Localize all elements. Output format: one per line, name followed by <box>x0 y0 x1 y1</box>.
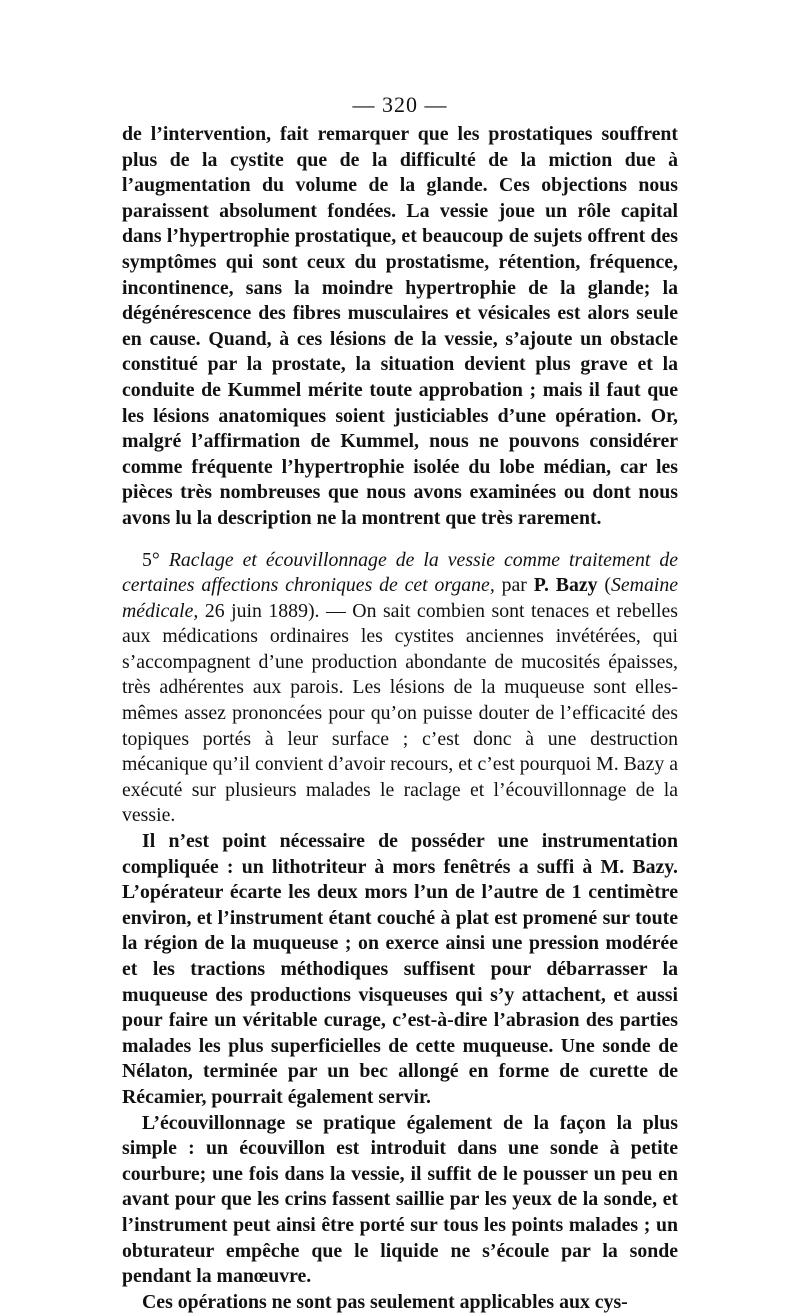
section-title: Raclage et écouvillonnage de la vessie comme traitement de certaines affections chroniques de cet organe, <box>122 548 678 597</box>
page-number: — 320 — <box>352 92 448 117</box>
paragraph-ecouvillonnage: L’écouvillonnage se pratique également de la façon la plus simple : un écouvillon est introduit dans une sonde à petite courbure; une fois dans la vessie, il suffit de le pousser un peu en avant pour que les crins fassent saillie par les yeux de la sonde, et l’instrument peut ainsi être porté sur tous les points malades ; un obturateur empêche que le liquide ne s’écoule par la sonde pendant la manœuvre. <box>122 1111 678 1288</box>
paragraph-instrumentation: Il n’est point nécessaire de posséder une instrumentation compliquée : un lithotriteur à mors fenêtrés a suffi à M. Bazy. L’opérateur écarte les deux mors l’un de l’autre de 1 centimètre environ, et l’instrument étant couché à plat est promené sur toute la région de la muqueuse ; on exerce ainsi une pression modérée et les tractions méthodiques suffisent pour débarrasser la muqueuse des productions visqueuses qui s’y attachent, et aussi pour faire un véritable curage, c’est-à-dire l’abrasion des parties malades les plus superficielles de cette muqueuse. Une sonde de Nélaton, terminée par un bec allongé en forme de curette de Récamier, pourrait également servir. <box>122 830 678 1108</box>
author-name: P. Bazy <box>533 574 598 597</box>
paragraph-final: Ces opérations ne sont pas seulement applicables aux cys- <box>142 1290 628 1313</box>
body-text <box>122 122 678 1315</box>
section-number: 5° <box>142 548 160 571</box>
source-title: Semaine médicale, <box>122 574 678 622</box>
source-open: ( <box>604 574 611 597</box>
section-text: — On sait combien sont tenaces et rebelles aux médications ordinaires les cystites anciennes invétérées, qui s’accompagnent d’une production abondante de mucosités épaisses, très adhérentes aux parois. Les lésions de la muqueuse sont elles-mêmes assez prononcées pour qu’on puisse douter de l’efficacité des topiques portés à leur surface ; c’est donc à une destruction mécanique qu’il convient d’avoir recours, et c’est pourquoi M. Bazy a exécuté sur plusieurs malades le raclage et l’écouvillonnage de la vessie. <box>122 599 678 827</box>
author-lead: par <box>501 574 527 597</box>
source-date: 26 juin 1889). <box>204 599 320 622</box>
section-5 <box>122 548 678 830</box>
paragraph-continued: de l’intervention, fait remarquer que les prostatiques souffrent plus de la cystite que de la difficulté de la miction due à l’augmentation du volume de la glande. Ces objections nous paraissent absolument fondées. La vessie joue un rôle capital dans l’hypertrophie prostatique, et beaucoup de sujets offrent des symptômes qui sont ceux du prostatisme, rétention, fréquence, incontinence, sans la moindre hypertrophie de la glande; la dégénérescence des fibres musculaires et vésicales est alors seule en cause. Quand, à ces lésions de la vessie, s’ajoute un obstacle constitué par la prostate, la situation devient plus grave et la conduite de Kummel mérite toute approbation ; mais il faut que les lésions anatomiques soient justiciables d’une opération. Or, malgré l’affirmation de Kummel, nous ne pouvons considérer comme fréquente l’hypertrophie isolée du lobe médian, car les pièces très nombreuses que nous avons examinées ou dont nous avons lu la description ne la montrent que très rarement. <box>122 123 678 529</box>
